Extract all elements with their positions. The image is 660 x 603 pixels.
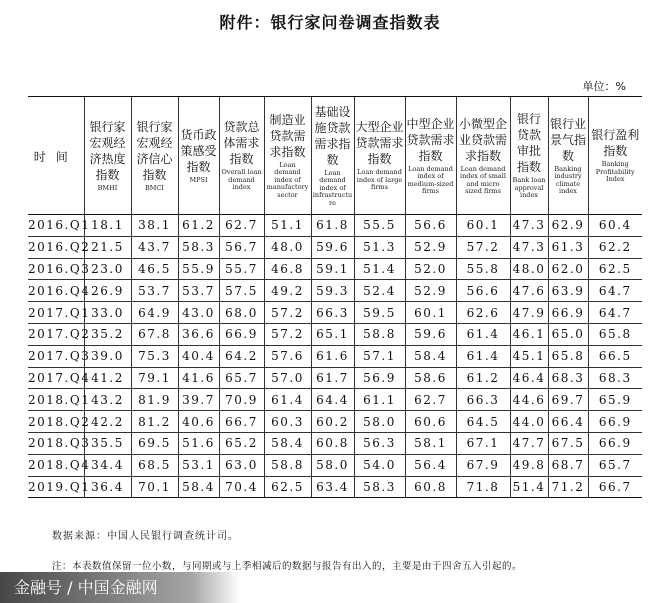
table-cell: 47.3 xyxy=(510,215,548,237)
table-cell: 60.3 xyxy=(264,411,311,433)
table-cell: 55.7 xyxy=(219,258,264,280)
table-cell: 57.2 xyxy=(456,236,510,258)
table-cell: 44.6 xyxy=(510,389,548,411)
table-cell: 60.4 xyxy=(588,215,642,237)
table-cell: 55.9 xyxy=(178,258,219,280)
table-row xyxy=(28,367,642,389)
table-cell: 58.4 xyxy=(405,345,456,367)
table-cell: 61.3 xyxy=(548,236,588,258)
table-header-row xyxy=(28,97,642,215)
row-period: 2016.Q3 xyxy=(28,258,84,280)
table-cell: 52.9 xyxy=(405,280,456,302)
table-cell: 62.7 xyxy=(219,215,264,237)
table-cell: 45.1 xyxy=(510,345,548,367)
table-cell: 65.2 xyxy=(219,432,264,454)
row-period: 2018.Q2 xyxy=(28,411,84,433)
row-period: 2017.Q2 xyxy=(28,323,84,345)
table-cell: 56.7 xyxy=(219,236,264,258)
table-cell: 51.4 xyxy=(510,476,548,498)
table-cell: 60.6 xyxy=(405,411,456,433)
table-cell: 67.1 xyxy=(456,432,510,454)
header-banking-profitability: 银行盈利指数 Banking Profitability Index xyxy=(588,97,642,215)
table-cell: 64.9 xyxy=(131,302,178,324)
table-cell: 66.7 xyxy=(588,476,642,498)
table-cell: 68.7 xyxy=(548,454,588,476)
header-time: 时间 xyxy=(28,97,84,215)
table-cell: 64.7 xyxy=(588,302,642,324)
row-period: 2017.Q4 xyxy=(28,367,84,389)
table-cell: 51.4 xyxy=(354,258,405,280)
table-cell: 65.7 xyxy=(219,367,264,389)
row-period: 2018.Q3 xyxy=(28,432,84,454)
table-cell: 51.1 xyxy=(264,215,311,237)
table-cell: 56.6 xyxy=(405,215,456,237)
table-cell: 51.3 xyxy=(354,236,405,258)
table-cell: 67.9 xyxy=(456,454,510,476)
table-cell: 58.0 xyxy=(311,454,354,476)
table-cell: 67.5 xyxy=(548,432,588,454)
table-row xyxy=(28,432,642,454)
table-cell: 57.6 xyxy=(264,345,311,367)
table-cell: 58.3 xyxy=(354,476,405,498)
table-cell: 56.6 xyxy=(456,280,510,302)
table-cell: 49.8 xyxy=(510,454,548,476)
table-cell: 58.0 xyxy=(354,411,405,433)
table-row xyxy=(28,323,642,345)
table-cell: 60.2 xyxy=(311,411,354,433)
table-cell: 52.0 xyxy=(405,258,456,280)
unit-label: 单位：% xyxy=(582,80,626,93)
table-cell: 59.1 xyxy=(311,258,354,280)
table-cell: 40.6 xyxy=(178,411,219,433)
table-cell: 79.1 xyxy=(131,367,178,389)
table-cell: 64.5 xyxy=(456,411,510,433)
table-cell: 39.7 xyxy=(178,389,219,411)
row-period: 2016.Q1 xyxy=(28,215,84,237)
table-cell: 62.9 xyxy=(548,215,588,237)
table-cell: 65.1 xyxy=(311,323,354,345)
table-cell: 61.1 xyxy=(354,389,405,411)
table-cell: 36.4 xyxy=(84,476,131,498)
table-row xyxy=(28,258,642,280)
table-cell: 65.0 xyxy=(548,323,588,345)
table-cell: 62.5 xyxy=(264,476,311,498)
table-cell: 56.9 xyxy=(354,367,405,389)
table-cell: 66.9 xyxy=(588,411,642,433)
table-cell: 81.2 xyxy=(131,411,178,433)
table-cell: 61.4 xyxy=(456,345,510,367)
table-cell: 46.5 xyxy=(131,258,178,280)
index-table xyxy=(28,96,642,498)
row-period: 2018.Q1 xyxy=(28,389,84,411)
table-cell: 46.1 xyxy=(510,323,548,345)
table-cell: 71.2 xyxy=(548,476,588,498)
table-cell: 43.0 xyxy=(178,302,219,324)
header-medium-firms-loan-demand: 中型企业贷款需求指数 Loan demand index of medium-sized firms xyxy=(405,97,456,215)
table-cell: 63.0 xyxy=(219,454,264,476)
table-cell: 35.2 xyxy=(84,323,131,345)
watermark-logo: 金融号 / 中国金融网 xyxy=(0,572,240,603)
table-cell: 61.4 xyxy=(456,323,510,345)
table-cell: 60.1 xyxy=(456,215,510,237)
footnote: 注：本表数值保留一位小数，与同期或与上季相减后的数据与报告有出入的，主要是由于四舍五入引起的。 xyxy=(52,561,523,572)
table-cell: 68.3 xyxy=(588,367,642,389)
table-cell: 66.9 xyxy=(219,323,264,345)
table-cell: 55.5 xyxy=(354,215,405,237)
table-cell: 47.9 xyxy=(510,302,548,324)
table-cell: 18.1 xyxy=(84,215,131,237)
table-cell: 56.3 xyxy=(354,432,405,454)
table-cell: 68.5 xyxy=(131,454,178,476)
table-cell: 46.8 xyxy=(264,258,311,280)
table-body xyxy=(28,215,642,498)
table-cell: 66.9 xyxy=(588,432,642,454)
header-infrastructure-loan-demand: 基础设施贷款需求指数 Loan demand index of infrastructure xyxy=(311,97,354,215)
table-cell: 54.0 xyxy=(354,454,405,476)
table-cell: 60.1 xyxy=(405,302,456,324)
table-cell: 33.0 xyxy=(84,302,131,324)
table-cell: 65.8 xyxy=(548,345,588,367)
table-cell: 41.6 xyxy=(178,367,219,389)
table-cell: 63.4 xyxy=(311,476,354,498)
table-cell: 40.4 xyxy=(178,345,219,367)
table-cell: 60.8 xyxy=(405,476,456,498)
table-cell: 66.9 xyxy=(548,302,588,324)
table-cell: 23.0 xyxy=(84,258,131,280)
table-cell: 66.5 xyxy=(588,345,642,367)
table-cell: 64.7 xyxy=(588,280,642,302)
data-source: 数据来源：中国人民银行调查统计司。 xyxy=(52,531,239,542)
table-cell: 58.3 xyxy=(178,236,219,258)
table-cell: 43.2 xyxy=(84,389,131,411)
table-cell: 49.2 xyxy=(264,280,311,302)
table-cell: 47.7 xyxy=(510,432,548,454)
table-cell: 52.4 xyxy=(354,280,405,302)
row-period: 2018.Q4 xyxy=(28,454,84,476)
table-cell: 66.7 xyxy=(219,411,264,433)
table-cell: 51.6 xyxy=(178,432,219,454)
table-cell: 65.7 xyxy=(588,454,642,476)
table-cell: 58.4 xyxy=(264,432,311,454)
table-cell: 64.4 xyxy=(311,389,354,411)
table-cell: 55.8 xyxy=(456,258,510,280)
table-cell: 68.3 xyxy=(548,367,588,389)
header-bmci: 银行家宏观经济信心指数 BMCI xyxy=(131,97,178,215)
table-cell: 59.5 xyxy=(354,302,405,324)
table-row xyxy=(28,280,642,302)
table-cell: 63.9 xyxy=(548,280,588,302)
table-cell: 60.8 xyxy=(311,432,354,454)
table-cell: 53.7 xyxy=(131,280,178,302)
table-cell: 41.2 xyxy=(84,367,131,389)
row-period: 2017.Q3 xyxy=(28,345,84,367)
table-row xyxy=(28,236,642,258)
table-cell: 57.2 xyxy=(264,323,311,345)
table-cell: 48.0 xyxy=(264,236,311,258)
table-cell: 61.2 xyxy=(178,215,219,237)
row-period: 2016.Q4 xyxy=(28,280,84,302)
table-cell: 75.3 xyxy=(131,345,178,367)
table-cell: 62.6 xyxy=(456,302,510,324)
table-cell: 35.5 xyxy=(84,432,131,454)
table-cell: 70.4 xyxy=(219,476,264,498)
table-cell: 61.8 xyxy=(311,215,354,237)
table-cell: 71.8 xyxy=(456,476,510,498)
table-row xyxy=(28,389,642,411)
table-cell: 53.7 xyxy=(178,280,219,302)
table-cell: 48.0 xyxy=(510,258,548,280)
table-cell: 42.2 xyxy=(84,411,131,433)
table-cell: 21.5 xyxy=(84,236,131,258)
table-cell: 66.4 xyxy=(548,411,588,433)
table-cell: 56.4 xyxy=(405,454,456,476)
table-cell: 61.2 xyxy=(456,367,510,389)
table-cell: 70.1 xyxy=(131,476,178,498)
header-small-micro-firms-loan-demand: 小微型企业贷款需求指数 Loan demand index of small and micro sized firms xyxy=(456,97,510,215)
header-large-firms-loan-demand: 大型企业贷款需求指数 Loan demand index of large firms xyxy=(354,97,405,215)
table-row xyxy=(28,215,642,237)
table-cell: 62.5 xyxy=(588,258,642,280)
table-cell: 58.4 xyxy=(178,476,219,498)
table-cell: 69.7 xyxy=(548,389,588,411)
table-cell: 62.2 xyxy=(588,236,642,258)
table-cell: 57.1 xyxy=(354,345,405,367)
header-banking-climate: 银行业景气指数 Banking industry climate index xyxy=(548,97,588,215)
table-cell: 62.0 xyxy=(548,258,588,280)
table-cell: 58.1 xyxy=(405,432,456,454)
table-cell: 57.2 xyxy=(264,302,311,324)
row-period: 2019.Q1 xyxy=(28,476,84,498)
table-cell: 61.7 xyxy=(311,367,354,389)
page-title: 附件：银行家问卷调查指数表 xyxy=(219,13,441,32)
table-cell: 61.4 xyxy=(264,389,311,411)
table-cell: 65.8 xyxy=(588,323,642,345)
table-cell: 69.5 xyxy=(131,432,178,454)
header-manufactory-loan-demand: 制造业贷款需求指数 Loan demand index of manufactory sector xyxy=(264,97,311,215)
row-period: 2017.Q1 xyxy=(28,302,84,324)
table-cell: 58.6 xyxy=(405,367,456,389)
header-mpsi: 货币政策感受指数 MPSI xyxy=(178,97,219,215)
table-cell: 59.6 xyxy=(311,236,354,258)
header-loan-approval: 银行贷款审批指数 Bank loan approval index xyxy=(510,97,548,215)
table-cell: 53.1 xyxy=(178,454,219,476)
table-cell: 47.6 xyxy=(510,280,548,302)
table-cell: 38.1 xyxy=(131,215,178,237)
table-cell: 58.8 xyxy=(354,323,405,345)
table-cell: 36.6 xyxy=(178,323,219,345)
table-cell: 66.3 xyxy=(456,389,510,411)
table-cell: 81.9 xyxy=(131,389,178,411)
table-row xyxy=(28,454,642,476)
table-row xyxy=(28,476,642,498)
table-cell: 52.9 xyxy=(405,236,456,258)
table-cell: 61.6 xyxy=(311,345,354,367)
table-cell: 39.0 xyxy=(84,345,131,367)
table-cell: 59.3 xyxy=(311,280,354,302)
table-cell: 57.5 xyxy=(219,280,264,302)
table-cell: 59.6 xyxy=(405,323,456,345)
table-cell: 34.4 xyxy=(84,454,131,476)
table-cell: 46.4 xyxy=(510,367,548,389)
table-cell: 57.0 xyxy=(264,367,311,389)
table-cell: 43.7 xyxy=(131,236,178,258)
table-cell: 65.9 xyxy=(588,389,642,411)
table-cell: 44.0 xyxy=(510,411,548,433)
table-cell: 64.2 xyxy=(219,345,264,367)
table-cell: 62.7 xyxy=(405,389,456,411)
table-cell: 66.3 xyxy=(311,302,354,324)
table-row xyxy=(28,302,642,324)
table-cell: 47.3 xyxy=(510,236,548,258)
header-overall-loan-demand: 贷款总体需求指数 Overall loan demand index xyxy=(219,97,264,215)
table-row xyxy=(28,345,642,367)
row-period: 2016.Q2 xyxy=(28,236,84,258)
table-row xyxy=(28,411,642,433)
table-cell: 70.9 xyxy=(219,389,264,411)
table-cell: 67.8 xyxy=(131,323,178,345)
table-cell: 58.8 xyxy=(264,454,311,476)
header-bmhi: 银行家宏观经济热度指数 BMHI xyxy=(84,97,131,215)
table-cell: 68.0 xyxy=(219,302,264,324)
table-cell: 26.9 xyxy=(84,280,131,302)
